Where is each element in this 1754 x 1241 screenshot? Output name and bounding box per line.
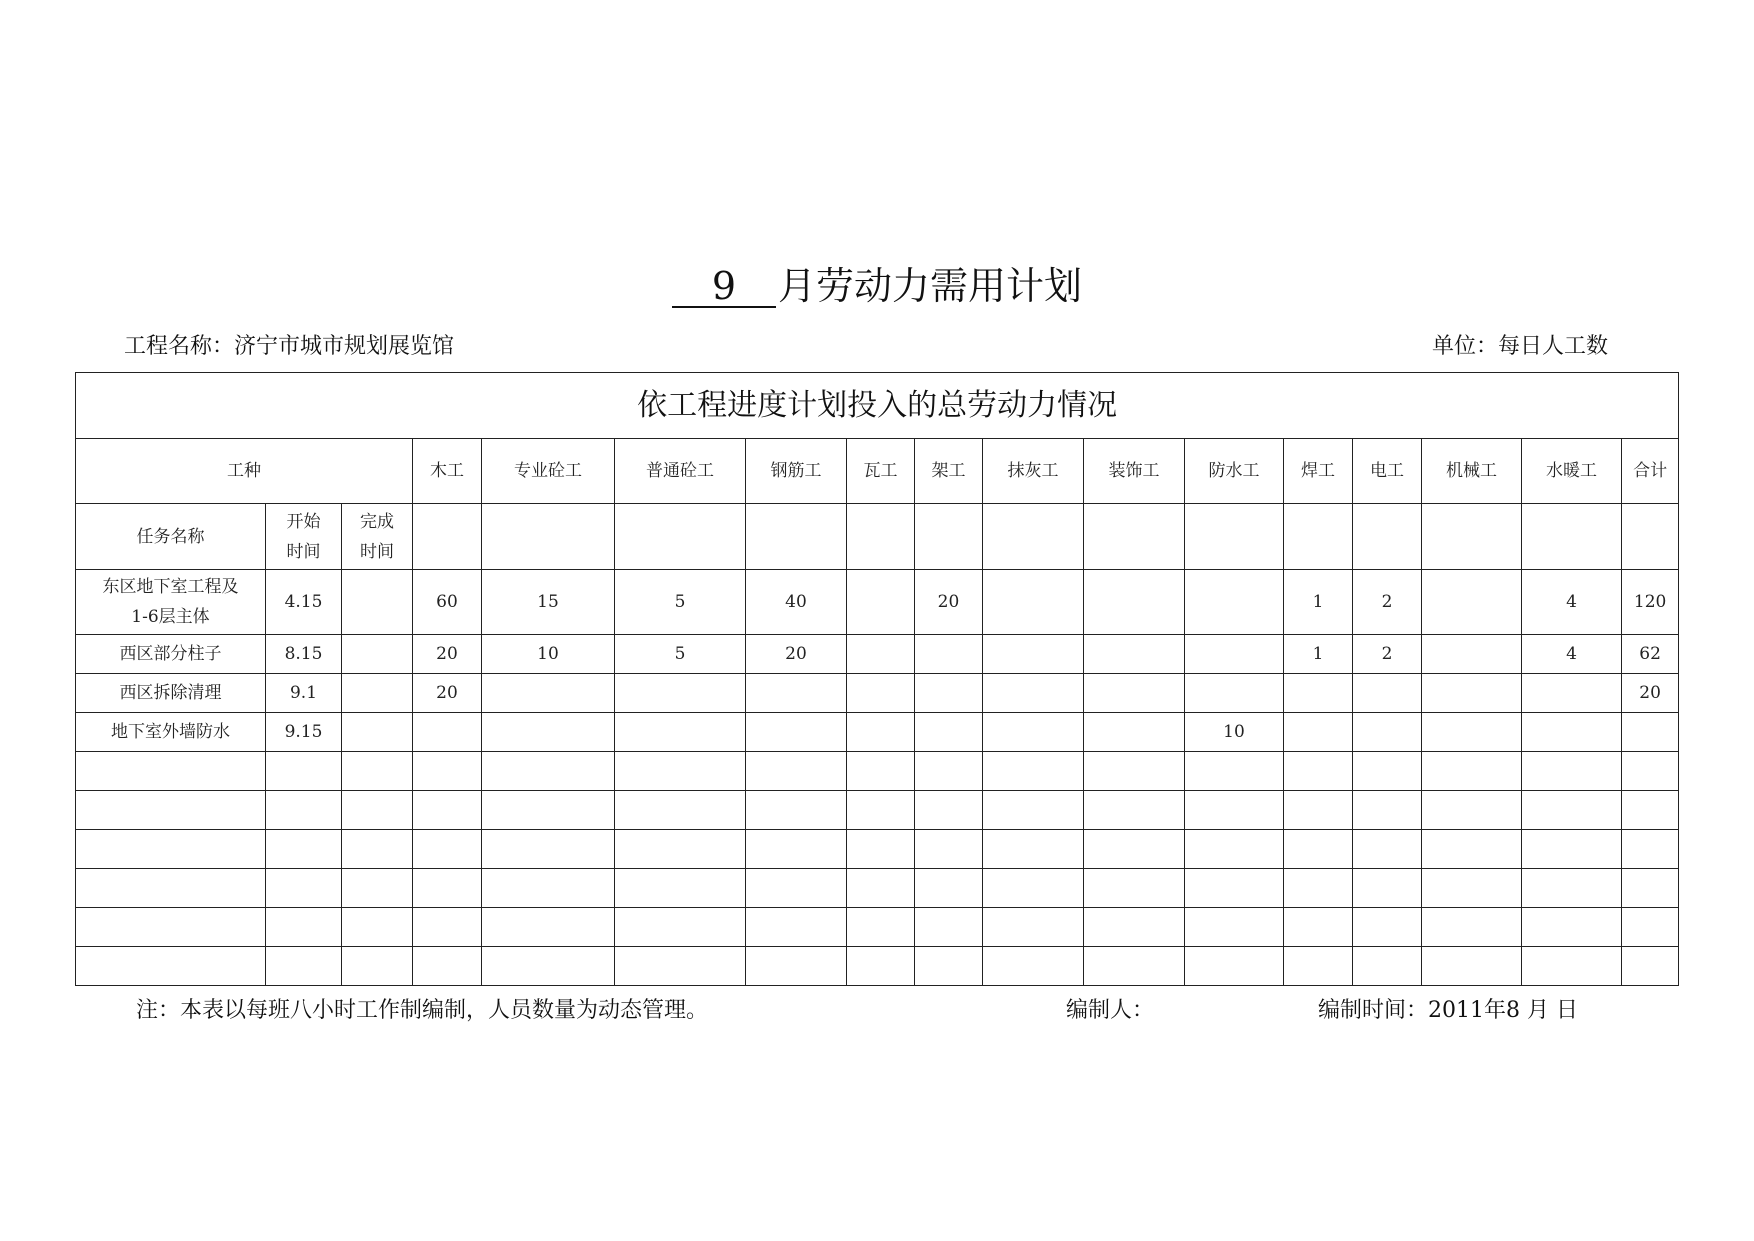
labor-count-cell (1522, 674, 1622, 713)
title-text: 月劳动力需用计划 (777, 264, 1082, 308)
blank-cell (1622, 908, 1679, 947)
blank-cell (76, 830, 266, 869)
labor-count-cell: 20 (413, 635, 482, 674)
blank-cell (266, 908, 342, 947)
blank-cell (615, 947, 746, 986)
trade-header-cell: 装饰工 (1084, 439, 1185, 504)
blank-cell (746, 752, 847, 791)
blank-cell (746, 830, 847, 869)
labor-count-cell (915, 635, 983, 674)
blank-cell (1353, 752, 1422, 791)
footer-date: 编制时间：2011年8 月 日 (1318, 998, 1578, 1023)
labor-count-cell (1353, 674, 1422, 713)
blank-cell (847, 947, 915, 986)
blank-cell (266, 791, 342, 830)
blank-cell (76, 752, 266, 791)
blank-cell (1185, 869, 1284, 908)
labor-count-cell: 2 (1353, 635, 1422, 674)
labor-count-cell (1185, 570, 1284, 635)
blank-cell (1084, 908, 1185, 947)
labor-count-cell (413, 713, 482, 752)
blank-cell (1284, 504, 1353, 570)
labor-count-cell (1422, 570, 1522, 635)
blank-cell (1522, 869, 1622, 908)
labor-count-cell (915, 674, 983, 713)
trade-header-row (76, 439, 1679, 504)
labor-count-cell (983, 635, 1084, 674)
labor-count-cell (1084, 635, 1185, 674)
empty-row (76, 830, 1679, 869)
blank-cell (1284, 752, 1353, 791)
labor-count-cell (1084, 674, 1185, 713)
blank-cell (342, 908, 413, 947)
trade-header-cell: 防水工 (1185, 439, 1284, 504)
blank-cell (746, 947, 847, 986)
trade-header-cell: 合计 (1622, 439, 1679, 504)
blank-cell (342, 791, 413, 830)
blank-cell (1353, 504, 1422, 570)
document-title (0, 262, 1754, 310)
empty-row (76, 869, 1679, 908)
blank-cell (915, 791, 983, 830)
empty-row (76, 752, 1679, 791)
blank-cell (76, 791, 266, 830)
blank-cell (1185, 947, 1284, 986)
labor-count-cell (1353, 713, 1422, 752)
blank-cell (266, 752, 342, 791)
task-name: 西区拆除清理 (76, 674, 266, 713)
blank-cell (915, 752, 983, 791)
blank-cell (915, 908, 983, 947)
blank-cell (1353, 947, 1422, 986)
labor-count-cell (1084, 713, 1185, 752)
labor-count-cell: 1 (1284, 635, 1353, 674)
blank-cell (847, 830, 915, 869)
task-header-row (76, 504, 1679, 570)
start-time-header: 开始 时间 (266, 504, 342, 570)
trade-header: 工种 (76, 439, 413, 504)
blank-cell (915, 947, 983, 986)
blank-cell (1284, 830, 1353, 869)
trade-header-cell: 钢筋工 (746, 439, 847, 504)
labor-plan-table (75, 372, 1679, 986)
labor-count-cell (1284, 674, 1353, 713)
blank-cell (746, 869, 847, 908)
blank-cell (413, 908, 482, 947)
labor-count-cell (847, 570, 915, 635)
blank-cell (1084, 791, 1185, 830)
blank-cell (1084, 830, 1185, 869)
blank-cell (1422, 947, 1522, 986)
footer-note: 注：本表以每班八小时工作制编制，人员数量为动态管理。 (136, 998, 709, 1023)
trade-header-cell: 架工 (915, 439, 983, 504)
labor-count-cell (482, 713, 615, 752)
blank-cell (413, 504, 482, 570)
blank-cell (1622, 504, 1679, 570)
trade-header-cell: 普通砼工 (615, 439, 746, 504)
blank-cell (1622, 830, 1679, 869)
empty-row (76, 791, 1679, 830)
empty-row (76, 908, 1679, 947)
labor-count-cell (1422, 713, 1522, 752)
labor-count-cell (615, 713, 746, 752)
blank-cell (847, 504, 915, 570)
blank-cell (615, 752, 746, 791)
blank-cell (413, 830, 482, 869)
labor-count-cell (847, 674, 915, 713)
blank-cell (413, 791, 482, 830)
blank-cell (1185, 791, 1284, 830)
blank-cell (847, 908, 915, 947)
start-time: 8.15 (266, 635, 342, 674)
blank-cell (413, 752, 482, 791)
blank-cell (746, 504, 847, 570)
blank-cell (983, 830, 1084, 869)
task-name: 地下室外墙防水 (76, 713, 266, 752)
labor-count-cell (1185, 674, 1284, 713)
table-row (76, 635, 1679, 674)
labor-count-cell: 4 (1522, 635, 1622, 674)
blank-cell (1422, 830, 1522, 869)
blank-cell (1185, 908, 1284, 947)
blank-cell (342, 947, 413, 986)
labor-count-cell: 120 (1622, 570, 1679, 635)
blank-cell (482, 947, 615, 986)
blank-cell (746, 908, 847, 947)
blank-cell (915, 504, 983, 570)
labor-count-cell (983, 674, 1084, 713)
blank-cell (76, 908, 266, 947)
title-month: 9 (672, 266, 776, 308)
labor-count-cell (847, 635, 915, 674)
blank-cell (342, 869, 413, 908)
blank-cell (482, 830, 615, 869)
blank-cell (1422, 908, 1522, 947)
blank-cell (1422, 791, 1522, 830)
blank-cell (266, 830, 342, 869)
trade-header-cell: 焊工 (1284, 439, 1353, 504)
labor-count-cell: 10 (1185, 713, 1284, 752)
labor-count-cell (1422, 635, 1522, 674)
blank-cell (847, 752, 915, 791)
blank-cell (983, 504, 1084, 570)
blank-cell (1284, 947, 1353, 986)
blank-cell (266, 947, 342, 986)
unit-label: 单位：每日人工数 (1432, 334, 1609, 359)
end-time (342, 674, 413, 713)
table-row (76, 570, 1679, 635)
blank-cell (1422, 869, 1522, 908)
labor-count-cell (746, 713, 847, 752)
footer-editor: 编制人： (1066, 998, 1155, 1023)
labor-count-cell: 20 (1622, 674, 1679, 713)
labor-count-cell (983, 570, 1084, 635)
table-row (76, 674, 1679, 713)
labor-count-cell (615, 674, 746, 713)
labor-count-cell: 5 (615, 635, 746, 674)
blank-cell (1522, 947, 1622, 986)
labor-count-cell (1284, 713, 1353, 752)
end-time (342, 570, 413, 635)
blank-cell (1284, 869, 1353, 908)
blank-cell (615, 908, 746, 947)
blank-cell (983, 908, 1084, 947)
blank-cell (615, 791, 746, 830)
blank-cell (76, 869, 266, 908)
start-time: 4.15 (266, 570, 342, 635)
blank-cell (1622, 791, 1679, 830)
blank-cell (1185, 504, 1284, 570)
labor-count-cell (482, 674, 615, 713)
labor-count-cell (1522, 713, 1622, 752)
blank-cell (1522, 791, 1622, 830)
end-time (342, 635, 413, 674)
blank-cell (1353, 791, 1422, 830)
labor-count-cell (1084, 570, 1185, 635)
blank-cell (342, 752, 413, 791)
labor-count-cell: 20 (413, 674, 482, 713)
blank-cell (482, 791, 615, 830)
labor-count-cell: 2 (1353, 570, 1422, 635)
blank-cell (983, 752, 1084, 791)
labor-count-cell (1185, 635, 1284, 674)
start-time: 9.15 (266, 713, 342, 752)
blank-cell (482, 752, 615, 791)
end-time-header: 完成 时间 (342, 504, 413, 570)
blank-cell (1353, 830, 1422, 869)
labor-count-cell: 20 (746, 635, 847, 674)
trade-header-cell: 电工 (1353, 439, 1422, 504)
trade-header-cell: 木工 (413, 439, 482, 504)
labor-count-cell: 60 (413, 570, 482, 635)
end-time (342, 713, 413, 752)
trade-header-cell: 机械工 (1422, 439, 1522, 504)
blank-cell (983, 869, 1084, 908)
blank-cell (482, 504, 615, 570)
blank-cell (615, 830, 746, 869)
task-name: 东区地下室工程及 1-6层主体 (76, 570, 266, 635)
trade-header-cell: 水暖工 (1522, 439, 1622, 504)
blank-cell (342, 830, 413, 869)
labor-count-cell: 1 (1284, 570, 1353, 635)
trade-header-cell: 抹灰工 (983, 439, 1084, 504)
blank-cell (1084, 947, 1185, 986)
labor-count-cell (847, 713, 915, 752)
blank-cell (1353, 869, 1422, 908)
labor-count-cell: 10 (482, 635, 615, 674)
blank-cell (76, 947, 266, 986)
blank-cell (1422, 752, 1522, 791)
blank-cell (482, 908, 615, 947)
start-time: 9.1 (266, 674, 342, 713)
blank-cell (1185, 752, 1284, 791)
blank-cell (413, 869, 482, 908)
blank-cell (915, 869, 983, 908)
labor-count-cell: 20 (915, 570, 983, 635)
blank-cell (615, 504, 746, 570)
blank-cell (746, 791, 847, 830)
task-name-header: 任务名称 (76, 504, 266, 570)
blank-cell (1422, 504, 1522, 570)
trade-header-cell: 瓦工 (847, 439, 915, 504)
blank-cell (1522, 830, 1622, 869)
blank-cell (1522, 908, 1622, 947)
table-row (76, 713, 1679, 752)
blank-cell (1084, 752, 1185, 791)
blank-cell (266, 869, 342, 908)
blank-cell (482, 869, 615, 908)
blank-cell (847, 791, 915, 830)
blank-cell (1084, 504, 1185, 570)
blank-cell (1284, 908, 1353, 947)
blank-cell (1622, 752, 1679, 791)
labor-count-cell: 5 (615, 570, 746, 635)
labor-count-cell (915, 713, 983, 752)
blank-cell (1622, 947, 1679, 986)
blank-cell (1185, 830, 1284, 869)
labor-count-cell (1422, 674, 1522, 713)
labor-count-cell: 62 (1622, 635, 1679, 674)
empty-row (76, 947, 1679, 986)
labor-count-cell (1622, 713, 1679, 752)
blank-cell (983, 947, 1084, 986)
labor-count-cell: 15 (482, 570, 615, 635)
blank-cell (1522, 752, 1622, 791)
caption-row (76, 373, 1679, 439)
blank-cell (915, 830, 983, 869)
blank-cell (1622, 869, 1679, 908)
blank-cell (1084, 869, 1185, 908)
blank-cell (847, 869, 915, 908)
labor-count-cell (983, 713, 1084, 752)
blank-cell (1353, 908, 1422, 947)
blank-cell (1284, 791, 1353, 830)
labor-count-cell: 4 (1522, 570, 1622, 635)
labor-count-cell (746, 674, 847, 713)
blank-cell (413, 947, 482, 986)
table-caption: 依工程进度计划投入的总劳动力情况 (76, 373, 1679, 439)
task-name: 西区部分柱子 (76, 635, 266, 674)
project-name: 工程名称：济宁市城市规划展览馆 (124, 334, 455, 359)
blank-cell (615, 869, 746, 908)
blank-cell (983, 791, 1084, 830)
trade-header-cell: 专业砼工 (482, 439, 615, 504)
labor-count-cell: 40 (746, 570, 847, 635)
blank-cell (1522, 504, 1622, 570)
